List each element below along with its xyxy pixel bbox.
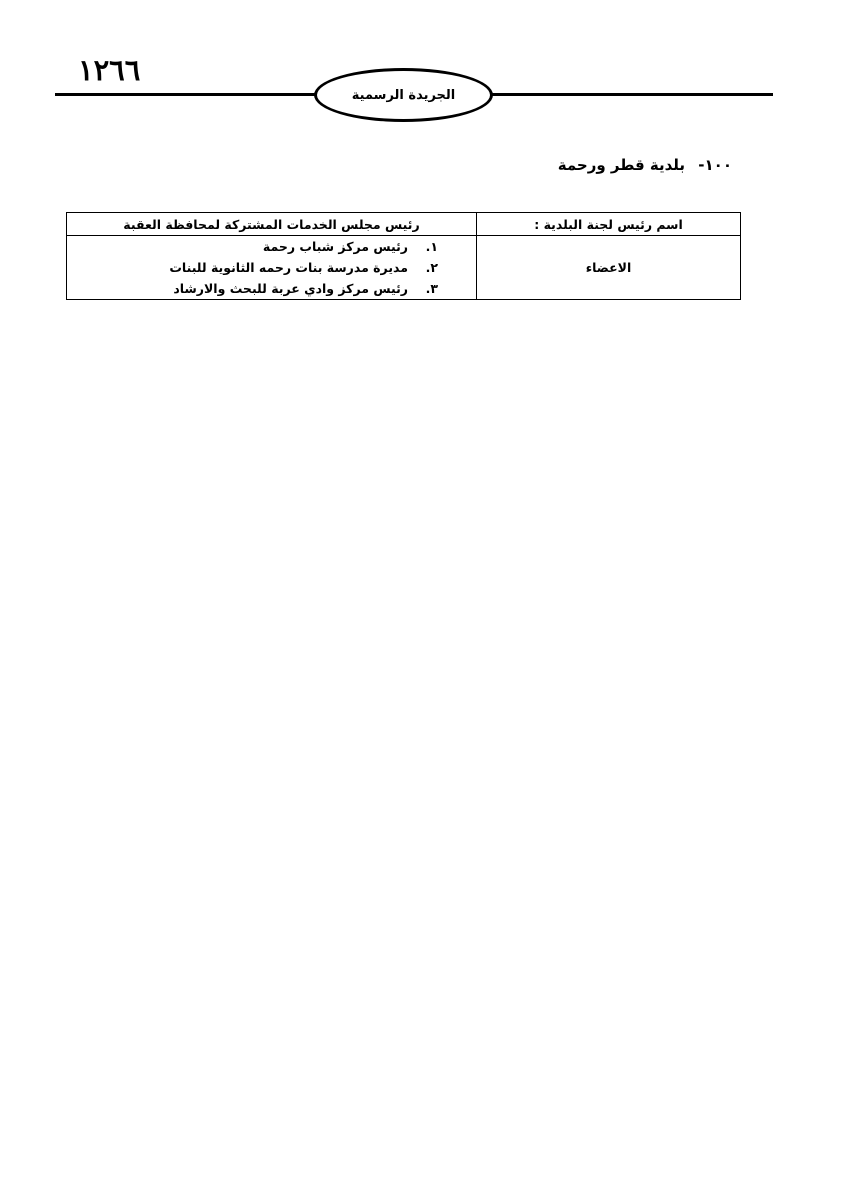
list-item-text: رئيس مركز وادي عربة للبحث والارشاد [173, 281, 408, 296]
members-list [73, 236, 470, 299]
publication-title: الجريدة الرسمية [351, 87, 456, 103]
table-row [67, 213, 741, 236]
members-label-cell: الاعضاء [477, 236, 741, 300]
list-item [73, 278, 438, 299]
list-item-index: ١. [425, 239, 438, 254]
list-item-text: رئيس مركز شباب رحمة [262, 239, 408, 254]
list-item [73, 236, 438, 257]
list-item [73, 257, 438, 278]
page-number: ١٢٦٦ [78, 53, 141, 87]
members-cell [67, 236, 477, 300]
table-row [67, 236, 741, 300]
head-value-cell: رئيس مجلس الخدمات المشتركة لمحافظة العقبة [67, 213, 477, 236]
list-item-text: مديرة مدرسة بنات رحمه الثانوية للبنات [169, 260, 408, 275]
section-number: ١٠٠- [698, 156, 732, 174]
section-heading [558, 156, 732, 174]
list-item-index: ٢. [425, 260, 438, 275]
list-item-index: ٣. [425, 281, 438, 296]
publication-title-oval [314, 68, 493, 122]
committee-table [66, 212, 741, 300]
section-title: بلدية قطر ورحمة [557, 156, 686, 174]
head-label-cell: اسم رئيس لجنة البلدية : [477, 213, 741, 236]
